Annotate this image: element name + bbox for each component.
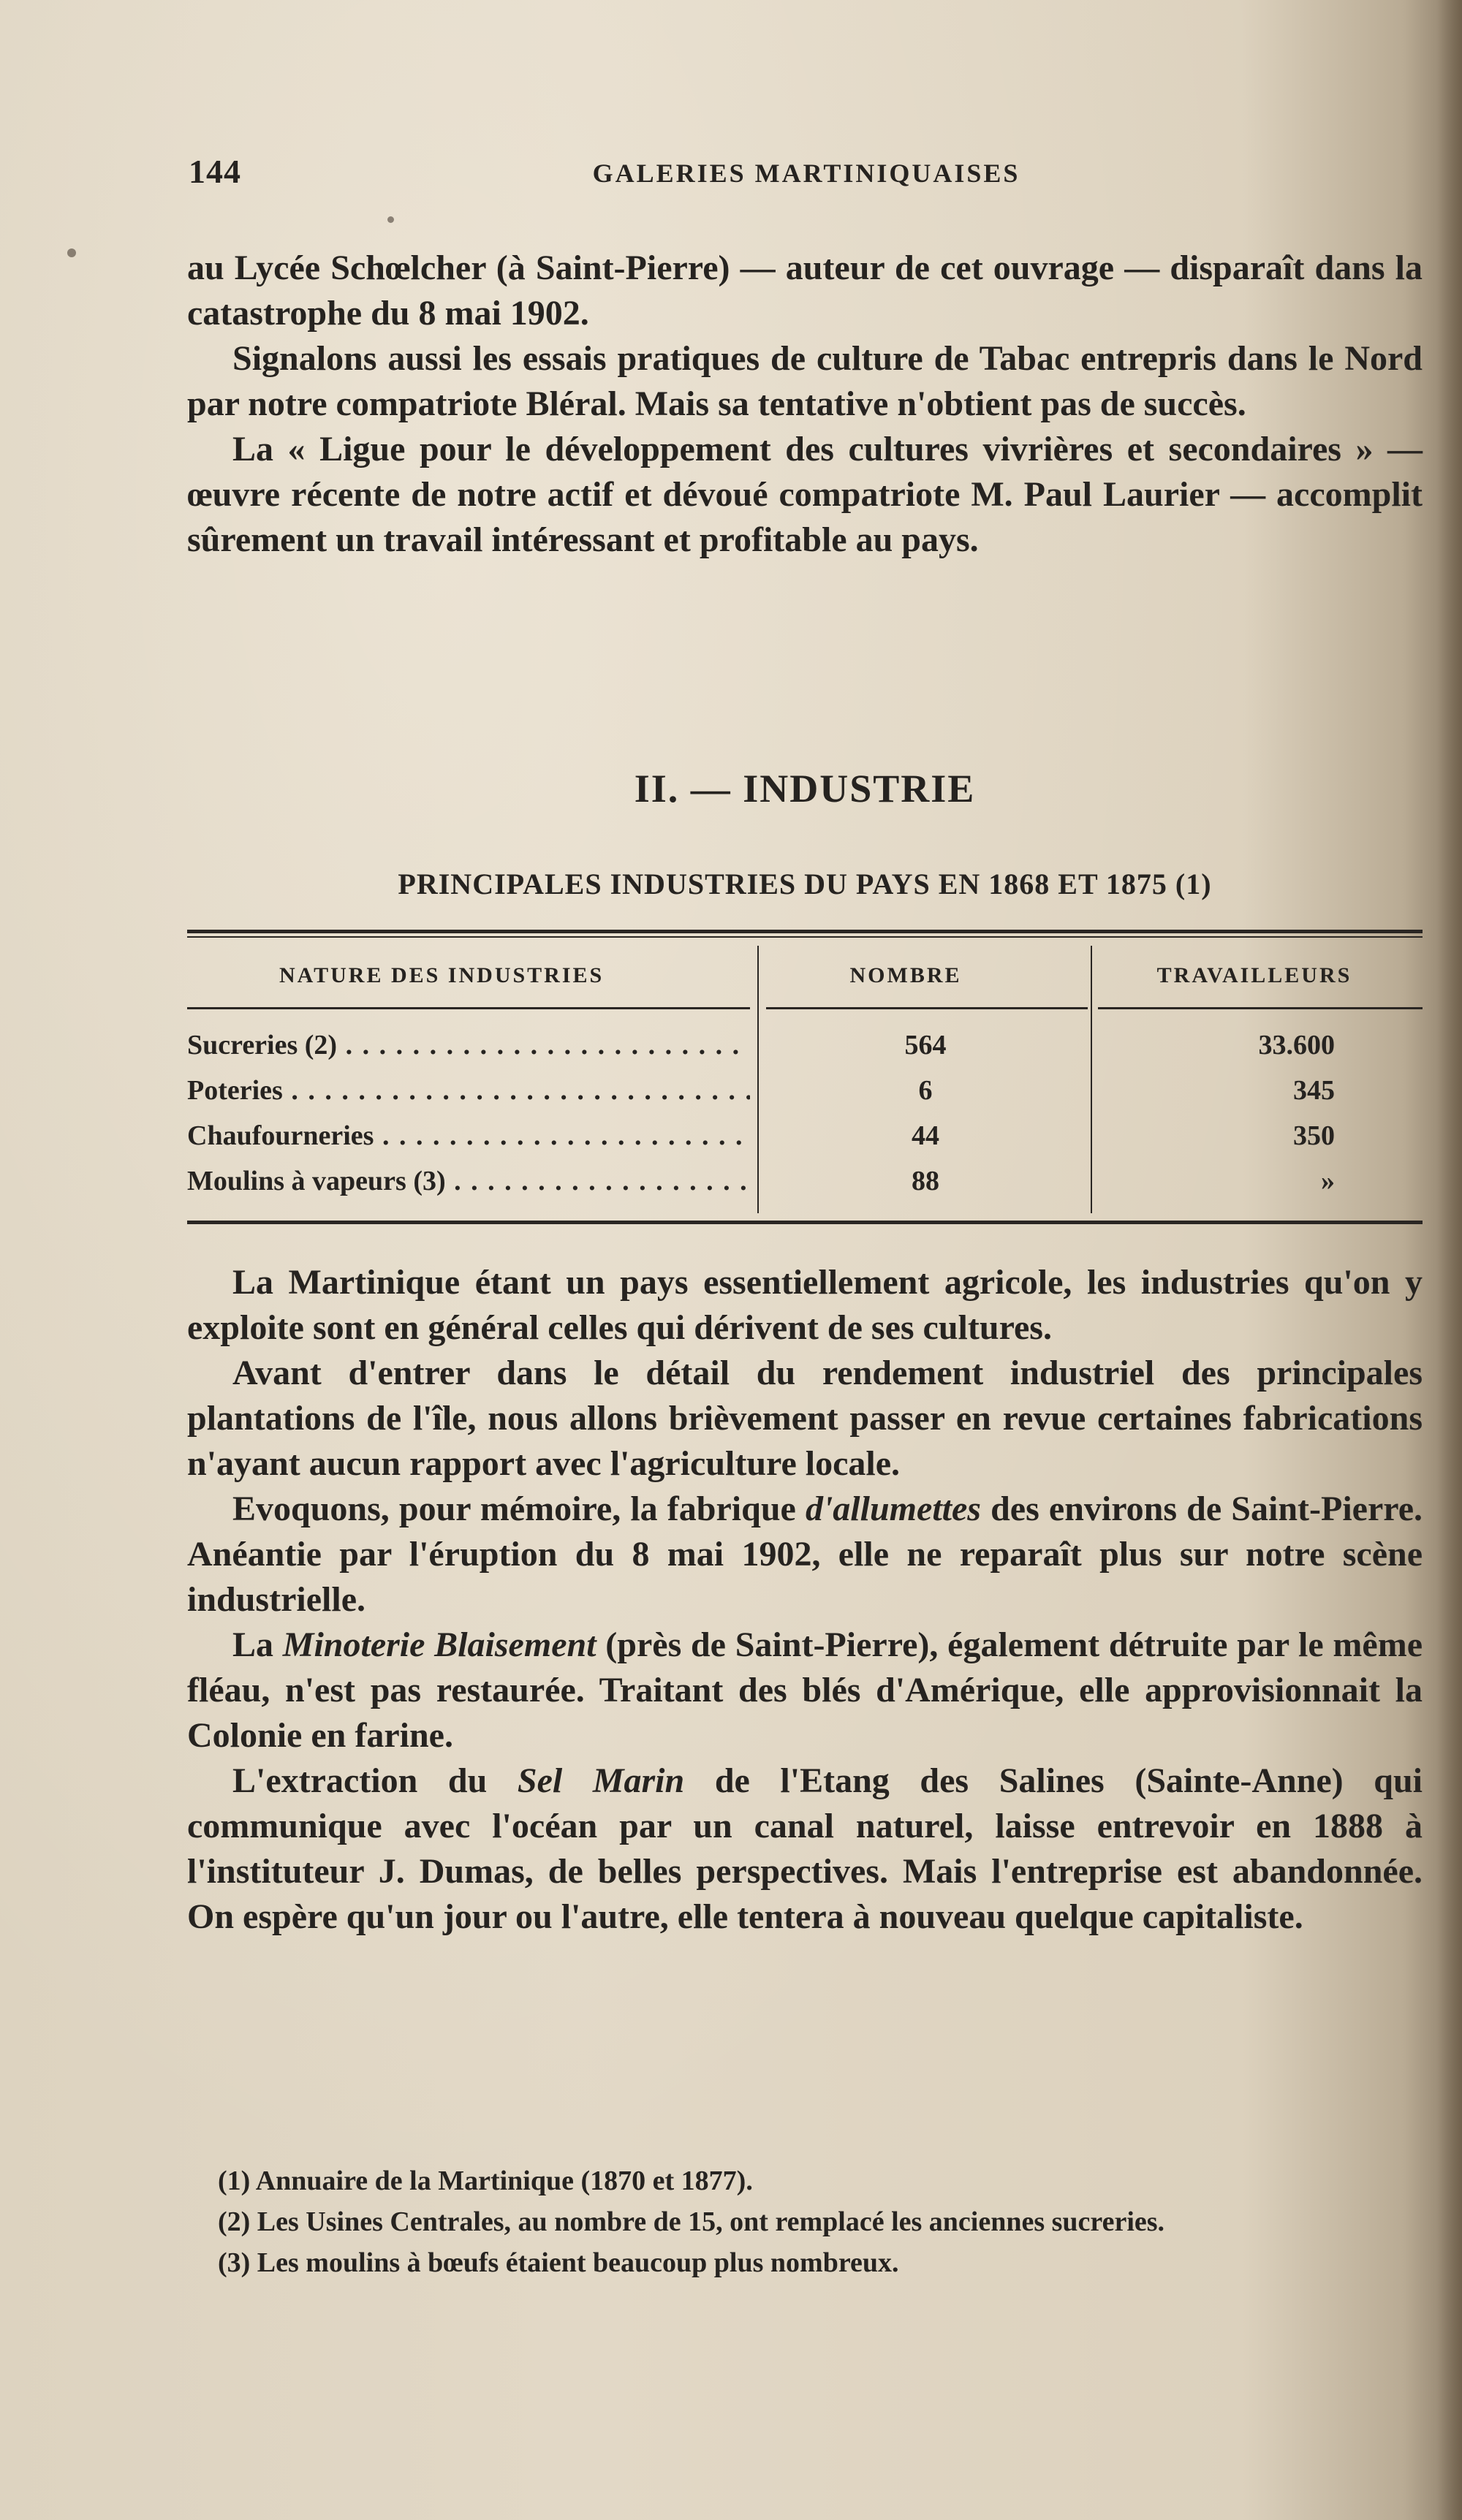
paragraph-text: La Martinique étant un pays essentiellement agricole, les industries qu'on y exploite sont en général celles qui dérivent de ses cultures. [187,1263,1423,1347]
column-header-travailleurs: TRAVAILLEURS [1156,963,1352,987]
section-heading: II. — INDUSTRIE [634,767,976,811]
paragraph [187,1758,1423,1940]
paragraph-text: Evoquons, pour mémoire, la fabrique [232,1489,806,1528]
paragraph: au Lycée Schœlcher (à Saint-Pierre) — auteur de cet ouvrage — disparaît dans la catastrophe du 8 mai 1902. [187,248,1423,333]
text-block-bottom [187,1260,1423,1940]
footnote: (3) Les moulins à bœufs étaient beaucoup plus nombreux. [218,2247,899,2278]
row-travailleurs: 350 [1293,1120,1335,1151]
header-rule [187,1007,750,1009]
column-header-nombre: NOMBRE [849,963,962,987]
paragraph [187,1487,1423,1623]
paper-speck [387,216,394,223]
paragraph: Signalons aussi les essais pratiques de culture de Tabac entrepris dans le Nord par notre compatriote Bléral. Mais sa tentative n'obtient pas de succès. [187,339,1423,423]
row-nombre: 564 [904,1030,947,1060]
page-number: 144 [189,153,241,190]
footnote: (1) Annuaire de la Martinique (1870 et 1877). [218,2166,753,2196]
row-nombre: 88 [912,1166,939,1196]
column-header-nature: NATURE DES INDUSTRIES [279,963,605,987]
table-row [187,1074,1423,1120]
italic-term: Sel Marin [517,1761,685,1800]
header-rule [766,1007,1088,1009]
running-title: GALERIES MARTINIQUAISES [592,159,1020,188]
table-row [187,1165,1423,1210]
row-travailleurs: 345 [1293,1075,1335,1106]
paragraph-text: Avant d'entrer dans le détail du rendement industriel des principales plantations de l'île, nous allons brièvement passer en revue certaines fabrications n'ayant aucun rapport avec l'agriculture locale. [187,1354,1423,1483]
italic-term: Minoterie Blaisement [282,1625,596,1664]
page-edge-shadow [1437,0,1462,2520]
paragraph-text: L'extraction du [232,1761,518,1800]
paragraph-text: (près de Saint-Pierre), également détruite par le même fléau, n'est pas restaurée. Traitant des blés d'Amérique, elle approvisionnait la Colonie en farine. [187,1625,1423,1755]
header-rule [1098,1007,1423,1009]
row-nombre: 44 [912,1120,939,1151]
paragraph [187,1260,1423,1351]
row-name: Poteries . . . [187,1074,750,1107]
table-row [187,1120,1423,1165]
row-name: Chaufourneries . . . [187,1120,750,1152]
italic-term: d'allumettes [805,1489,981,1528]
row-travailleurs: » [1321,1166,1335,1196]
row-name: Moulins à vapeurs (3) . . . [187,1165,750,1197]
table-bottom-rule [187,1221,1423,1224]
paragraph-text: de l'Etang des Salines (Sainte-Anne) qui communique avec l'océan par un canal naturel, laisse entrevoir en 1888 à l'instituteur J. Dumas, de belles perspectives. Mais l'entreprise est abandonnée. On espère qu'un jour ou l'autre, elle tentera à nouveau quelque capitaliste. [187,1761,1423,1936]
page-header [189,152,1424,196]
footnote: (2) Les Usines Centrales, au nombre de 15, ont remplacé les anciennes sucreries. [218,2206,1165,2237]
text-block-top [187,246,1423,563]
row-nombre: 6 [918,1075,933,1106]
paragraph-text: La [232,1625,283,1664]
table-row [187,1029,1423,1074]
table-title: PRINCIPALES INDUSTRIES DU PAYS EN 1868 ET 1875 (1) [398,868,1212,900]
row-travailleurs: 33.600 [1258,1030,1335,1060]
paragraph [187,1623,1423,1758]
paragraph: La « Ligue pour le développement des cultures vivrières et secondaires » — œuvre récente de notre actif et dévoué compatriote M. Paul Laurier — accomplit sûrement un travail intéressant et profitable au pays. [187,430,1423,559]
paragraph-text: des environs de Saint-Pierre. Anéantie par l'éruption du 8 mai 1902, elle ne reparaît plus sur notre scène industrielle. [187,1489,1423,1619]
paper-speck [67,248,76,257]
footnotes [187,2163,1423,2286]
table-top-rule-thin [187,936,1423,938]
row-name: Sucreries (2) . . . [187,1029,750,1061]
paragraph [187,1351,1423,1487]
industries-table [187,930,1423,1234]
table-top-rule [187,930,1423,933]
